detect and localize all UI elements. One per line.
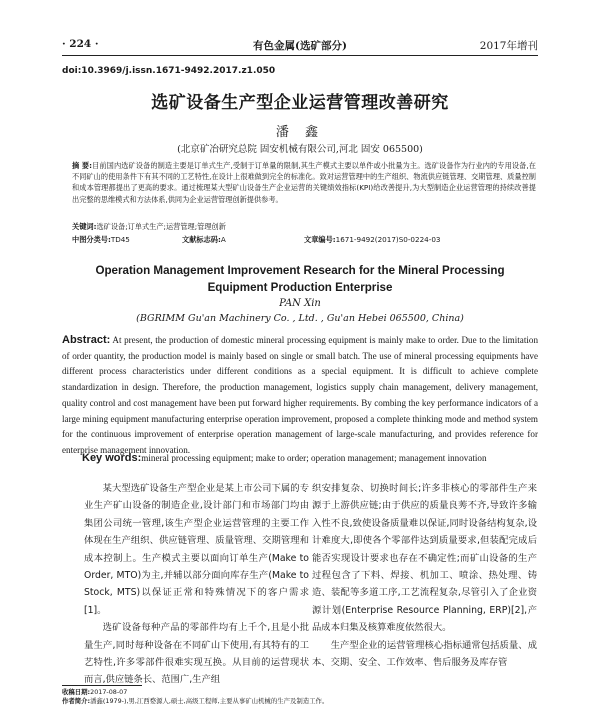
english-abstract <box>62 333 538 459</box>
header-rule <box>62 55 538 56</box>
article-no-label: 文章编号: <box>304 235 336 244</box>
english-title-line1: Operation Management Improvement Research for the Mineral Processing <box>95 264 505 277</box>
running-header <box>62 38 538 54</box>
english-author: PAN Xin <box>279 298 321 309</box>
body-paragraph: 生产型企业的运营管理核心指标通常包括质量、成本、交期、安全、工作效率、售后服务及库存管 <box>312 639 537 669</box>
body-column-right <box>312 480 537 671</box>
english-keywords-label: Key words: <box>82 452 142 464</box>
chinese-keywords-text: 选矿设备;订单式生产;运营管理;管理创新 <box>96 222 226 231</box>
doc-code-value: A <box>220 235 226 244</box>
english-keywords <box>82 452 538 464</box>
chinese-keywords <box>72 222 536 232</box>
body-column-left <box>84 480 309 689</box>
received-value: 2017-08-07 <box>90 688 128 696</box>
english-affiliation: (BGRIMM Gu'an Machinery Co. , Ltd. , Gu'an Hebei 065500, China) <box>136 313 464 324</box>
clc-value: TD45 <box>110 235 130 244</box>
english-title-line2: Equipment Production Enterprise <box>207 281 393 294</box>
english-title <box>40 262 560 296</box>
english-abstract-text: At present, the production of domestic mineral processing equipment is mainly make to order. Due to the limitation of order quantity, the production model is mainly based on single or small batch. The use of mineral processing equipments have different process characteristics under different conditions as a special equipment. It is difficult to achieve complete standardization in design. Therefore, the production management, logistics supply chain management, delivery management, quality control and cost management have been put forward higher requirements. By combing the key performance indicators of a large mining equipment manufacturing enterprise operation improvement, proposed a complete thinking mode and method system for the continuous improvement of enterprise operation management of large-scale manufacturing, and provides reference for enterprise management innovation. <box>62 335 538 455</box>
footnote-rule <box>62 685 142 686</box>
doc-code-label: 文献标志码: <box>182 235 221 244</box>
doi: doi:10.3969/j.issn.1671-9492.2017.z1.050 <box>62 66 276 76</box>
body-paragraph: 选矿设备每种产品的零部件均有上千个,且是小批量生产,同时每种设备在不同矿山下使用,有其特有的工艺特性,许多零部件很难实现互换。从目前的运营现状而言,供应链条长、范围广,生产组 <box>84 622 309 686</box>
english-abstract-label: Abstract: <box>62 334 111 346</box>
chinese-affiliation: (北京矿冶研究总院 固安机械有限公司,河北 固安 065500) <box>177 144 423 155</box>
received-label: 收稿日期: <box>62 688 91 696</box>
chinese-abstract <box>72 160 536 205</box>
journal-name: 有色金属(选矿部分) <box>253 40 347 52</box>
issue-label: 2017年增刊 <box>479 40 538 52</box>
chinese-title: 选矿设备生产型企业运营管理改善研究 <box>151 93 449 113</box>
chinese-abstract-label: 摘 要: <box>72 161 93 170</box>
classification-line <box>72 235 536 247</box>
chinese-keywords-label: 关键词: <box>72 222 97 231</box>
bio-label: 作者简介: <box>62 696 91 705</box>
chinese-abstract-text: 目前国内选矿设备的制造主要是订单式生产,受制于订单量的限制,其生产模式主要以单件或小批量为主。选矿设备作为行业内的专用设备,在不同矿山的使用条件下有其不同的工艺特性,在设计上很难做到完全的标准化。致对运营管理中的生产组织、物流供应链管理、交期管理、质量控制和成本管理都提出了更高的要求。通过梳理某大型矿山设备生产企业运营的关键绩效指标(KPI)给改善提升,为大型制造企业运营管理的持续改善提出完整的思维模式和方法体系,供同为企业运营管理创新提供参考。 <box>72 161 536 204</box>
footnote <box>62 688 538 705</box>
author-bio <box>62 697 538 706</box>
article-no-value: 1671-9492(2017)S0-0224-03 <box>335 235 441 244</box>
clc-label: 中图分类号: <box>72 235 111 244</box>
english-keywords-text: mineral processing equipment; make to order; operation management; management innovation <box>141 453 487 463</box>
page-number: · 224 · <box>62 38 99 50</box>
body-paragraph: 某大型选矿设备生产型企业是某上市公司下属的专业生产矿山设备的制造企业,设计部门和市场部门均由集团公司统一管理,该生产型企业运营管理的主要工作体现在生产组织、供应链管理、质量管理、交期管理和成本控制上。生产模式主要以面向订单生产(Make to Order, MTO)为主,并辅以部分面向库存生产(Make to Stock, MTS)以保证正常和特殊情况下的客户需求[1]。 <box>84 483 309 616</box>
chinese-author: 潘 鑫 <box>275 125 325 140</box>
bio-value: 潘鑫(1979-),男,江西婺源人,硕士,高级工程师,主要从事矿山机械的生产及制造工作。 <box>90 696 329 705</box>
received-date <box>62 688 538 697</box>
body-paragraph: 织安排复杂、切换时间长;许多非核心的零部件生产来源于上游供应链;由于供应的质量良莠不齐,导致许多输入性不良,致使设备质量难以保证,同时设备结构复杂,设计难度大,即使各个零部件达到质量要求,但装配完成后能否实现设计要求也存在不确定性;而矿山设备的生产过程包含了下料、焊接、机加工、喷涂、热处理、铸造、装配等多道工序,工艺流程复杂,尽管引入了企业资源计划(Enterprise Resource Planning, ERP)[2],产品成本归集及核算难度依然很大。 <box>312 483 537 634</box>
